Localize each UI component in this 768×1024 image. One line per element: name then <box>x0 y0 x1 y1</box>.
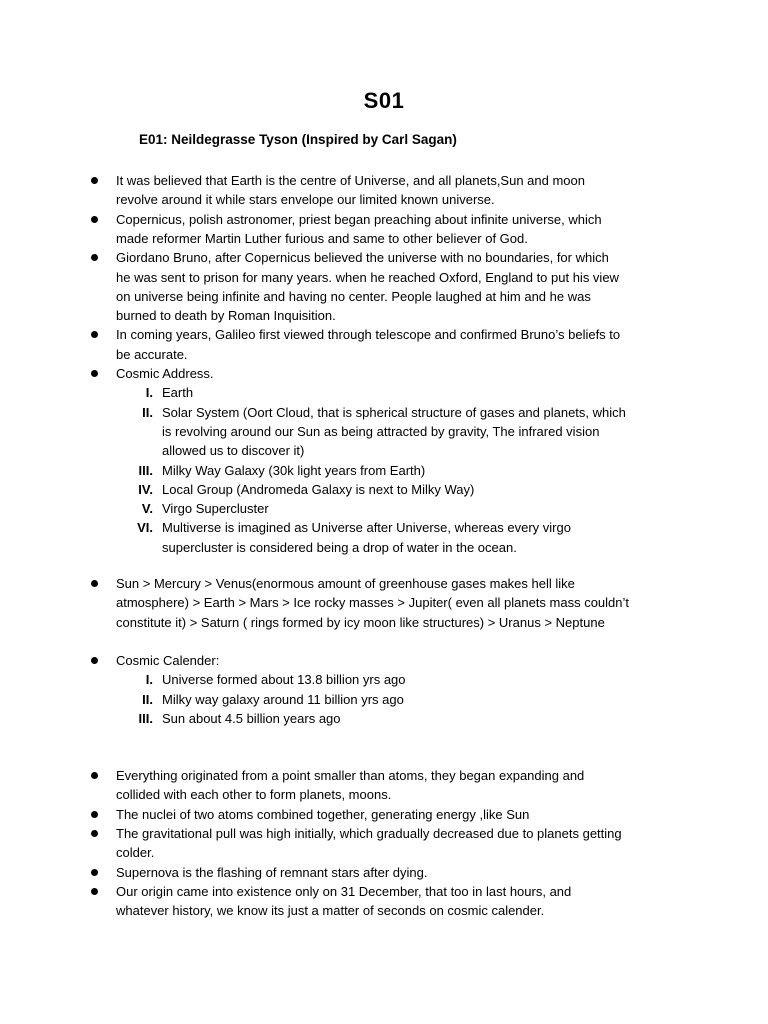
bullet-item-text: colder. <box>116 845 155 861</box>
bullet-item-text: he was sent to prison for many years. when he reached Oxford, England to put his view <box>116 269 619 285</box>
sub-list-item-text: Earth <box>162 385 194 401</box>
bullet-item-text: revolve around it while stars envelope our limited known universe. <box>116 192 495 208</box>
bullet-icon <box>91 216 98 223</box>
sub-list-item-text: Local Group (Andromeda Galaxy is next to Milky Way) <box>162 481 475 497</box>
bullet-item-text: Our origin came into existence only on 31 December, that too in last hours, and <box>116 883 572 899</box>
sub-list-item-text: Sun about 4.5 billion years ago <box>162 710 341 726</box>
bullet-icon <box>91 888 98 895</box>
sub-list-item-text: Universe formed about 13.8 billion yrs ago <box>162 672 406 688</box>
sub-list-item-text: Milky way galaxy around 11 billion yrs ago <box>162 691 404 707</box>
sub-list-item-text: is revolving around our Sun as being attracted by gravity, The infrared vision <box>162 423 600 439</box>
episode-subtitle: E01: Neildegrasse Tyson (Inspired by Carl Sagan) <box>139 132 457 147</box>
roman-numeral: VI. <box>137 520 153 536</box>
bullet-item-text: Cosmic Address. <box>116 366 214 381</box>
bullet-icon <box>91 177 98 184</box>
bullet-icon <box>91 370 98 377</box>
bullet-item-text: collided with each other to form planets, moons. <box>116 787 392 803</box>
bullet-item-text: made reformer Martin Luther furious and same to other believer of God. <box>116 230 528 246</box>
bullet-icon <box>91 580 98 587</box>
bullet-item-text: burned to death by Roman Inquisition. <box>116 308 336 324</box>
bullet-icon <box>91 254 98 261</box>
bullet-icon <box>91 331 98 338</box>
bullet-item-text: Supernova is the flashing of remnant stars after dying. <box>116 864 428 880</box>
bullet-icon <box>91 772 98 779</box>
bullet-item-text: constitute it) > Saturn ( rings formed by icy moon like structures) > Uranus > Neptune <box>116 614 605 630</box>
sub-list-item-text: Milky Way Galaxy (30k light years from Earth) <box>162 462 426 478</box>
roman-numeral: V. <box>141 501 153 517</box>
bullet-item-text: Copernicus, polish astronomer, priest began preaching about infinite universe, which <box>116 211 602 227</box>
bullet-item-text: atmosphere) > Earth > Mars > Ice rocky masses > Jupiter( even all planets mass couldn’t <box>116 595 630 611</box>
roman-numeral: II. <box>142 404 153 420</box>
bullet-item-text: The gravitational pull was high initially, which gradually decreased due to planets getting <box>116 825 622 841</box>
sub-list-item-text: Virgo Supercluster <box>162 501 269 517</box>
bullet-icon <box>91 657 98 664</box>
bullet-item-text: Giordano Bruno, after Copernicus believed the universe with no boundaries, for which <box>116 250 609 266</box>
roman-numeral: I. <box>145 672 153 688</box>
bullet-icon <box>91 869 98 876</box>
sub-list-item-text: allowed us to discover it) <box>162 443 305 459</box>
page-title: S01 <box>363 88 405 113</box>
bullet-item-text: In coming years, Galileo first viewed through telescope and confirmed Bruno’s beliefs to <box>116 327 621 343</box>
roman-numeral: III. <box>138 462 153 478</box>
sub-list-item-text: Multiverse is imagined as Universe after Universe, whereas every virgo <box>162 520 571 536</box>
bullet-item-text: be accurate. <box>116 346 188 362</box>
bullet-icon <box>91 811 98 818</box>
bullet-item-text: The nuclei of two atoms combined together, generating energy ,like Sun <box>116 806 530 822</box>
bullet-item-text: Everything originated from a point smaller than atoms, they began expanding and <box>116 768 585 783</box>
bullet-item-text: on universe being infinite and having no center. People laughed at him and he was <box>116 288 591 304</box>
roman-numeral: I. <box>145 385 153 401</box>
bullet-icon <box>91 830 98 837</box>
roman-numeral: II. <box>142 691 153 707</box>
sub-list-item-text: Solar System (Oort Cloud, that is spherical structure of gases and planets, which <box>162 404 626 420</box>
bullet-item-text: Cosmic Calender: <box>116 653 220 668</box>
bullet-item-text: It was believed that Earth is the centre of Universe, and all planets,Sun and moon <box>116 173 585 188</box>
roman-numeral: III. <box>138 710 153 726</box>
bullet-item-text: Sun > Mercury > Venus(enormous amount of greenhouse gases makes hell like <box>116 576 575 591</box>
roman-numeral: IV. <box>138 481 153 497</box>
bullet-item-text: whatever history, we know its just a matter of seconds on cosmic calender. <box>116 903 545 919</box>
sub-list-item-text: supercluster is considered being a drop of water in the ocean. <box>162 539 517 555</box>
